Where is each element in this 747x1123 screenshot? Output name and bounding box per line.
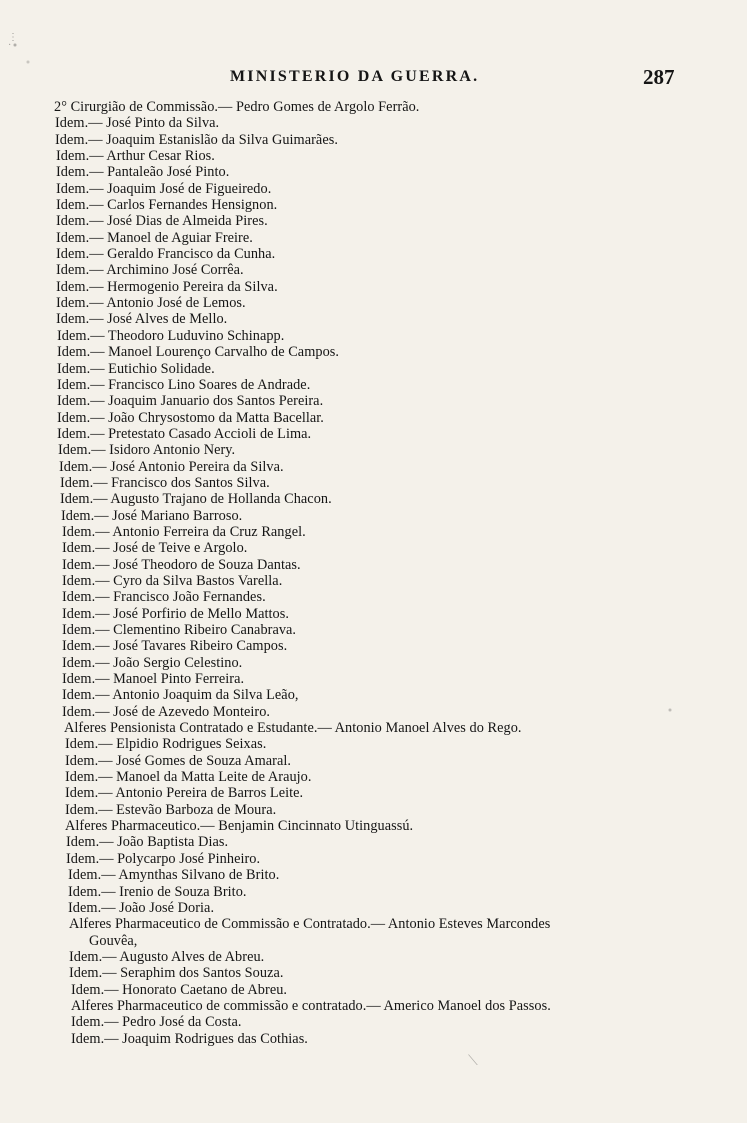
list-item: Idem.— José de Azevedo Monteiro. xyxy=(62,703,271,720)
list-item: Idem.— Augusto Trajano de Hollanda Chacon. xyxy=(60,491,332,508)
personnel-list xyxy=(54,99,709,1047)
list-item: Idem.— Joaquim José de Figueiredo. xyxy=(56,180,272,197)
list-item: Idem.— Pretestato Casado Accioli de Lima. xyxy=(57,425,312,442)
list-item: Alferes Pensionista Contratado e Estudante.— Antonio Manoel Alves do Rego. xyxy=(64,720,522,737)
page-header xyxy=(0,64,747,92)
list-item: Idem.— Clementino Ribeiro Canabrava. xyxy=(62,622,297,638)
list-item: Idem.— Francisco dos Santos Silva. xyxy=(60,474,270,491)
list-item: Idem.— Seraphim dos Santos Souza. xyxy=(69,965,284,982)
list-item: Idem.— João Chrysostomo da Matta Bacellar. xyxy=(57,409,324,426)
list-item: Idem.— Geraldo Francisco da Cunha. xyxy=(56,246,276,263)
list-item: Idem.— José Porfirio de Mello Mattos. xyxy=(62,605,289,622)
list-item: Idem.— José Alves de Mello. xyxy=(56,311,228,328)
list-item: Idem.— Eutichio Solidade. xyxy=(57,360,215,377)
margin-speck-mark: ⋮ · xyxy=(8,32,18,51)
list-item: Idem.— José Dias de Almeida Pires. xyxy=(56,213,268,230)
list-item: Idem.— José Pinto da Silva. xyxy=(55,115,220,132)
page-number: 287 xyxy=(643,65,675,89)
list-item: Alferes Pharmaceutico.— Benjamin Cincinnato Utinguassú. xyxy=(65,818,414,835)
list-item: Idem.— Isidoro Antonio Nery. xyxy=(58,442,236,459)
list-item: Idem.— Arthur Cesar Rios. xyxy=(56,148,215,165)
list-item: Idem.— Cyro da Silva Bastos Varella. xyxy=(62,572,283,589)
list-item: Idem.— José Gomes de Souza Amaral. xyxy=(65,752,292,769)
list-item: Idem.— Francisco Lino Soares de Andrade. xyxy=(57,376,311,393)
list-item: Idem.— Manoel Lourenço Carvalho de Campos. xyxy=(57,344,340,361)
list-item: Idem.— Pedro José da Costa. xyxy=(71,1014,242,1031)
running-title: MINISTERIO DA GUERRA. xyxy=(230,68,480,85)
list-item: Idem.— José Antonio Pereira da Silva. xyxy=(59,458,284,475)
list-item: Idem.— Irenio de Souza Brito. xyxy=(68,883,247,900)
list-item: Idem.— Elpidio Rodrigues Seixas. xyxy=(65,736,267,753)
list-item: Idem.— Manoel de Aguiar Freire. xyxy=(56,229,253,246)
list-item: Idem.— Joaquim Estanislão da Silva Guimarães. xyxy=(55,131,338,148)
list-item: Idem.— Archimino José Corrêa. xyxy=(56,262,244,279)
list-item: Idem.— Theodoro Luduvino Schinapp. xyxy=(57,327,285,344)
list-item: Idem.— Manoel da Matta Leite de Araujo. xyxy=(65,769,312,786)
list-item: Idem.— Antonio Joaquim da Silva Leão, xyxy=(62,687,299,704)
list-item: Idem.— Francisco João Fernandes. xyxy=(62,589,266,606)
list-item: Idem.— Honorato Caetano de Abreu. xyxy=(71,981,288,998)
list-item: Idem.— Antonio Pereira de Barros Leite. xyxy=(65,785,304,802)
list-item: Idem.— José Theodoro de Souza Dantas. xyxy=(62,556,301,573)
list-item: Idem.— João Sergio Celestino. xyxy=(62,654,243,671)
list-item: Idem.— Pantaleão José Pinto. xyxy=(56,164,230,181)
list-item: Idem.— Amynthas Silvano de Brito. xyxy=(68,867,280,884)
list-item: Idem.— José de Teive e Argolo. xyxy=(62,540,248,557)
list-item: Idem.— Joaquim Januario dos Santos Pereira. xyxy=(57,393,324,410)
list-item: Idem.— Antonio José de Lemos. xyxy=(56,295,246,312)
list-item: Idem.— Augusto Alves de Abreu. xyxy=(69,948,265,965)
list-item: Idem.— João Baptista Dias. xyxy=(66,834,229,851)
list-item: Idem.— Polycarpo José Pinheiro. xyxy=(66,850,261,867)
list-item: 2° Cirurgião de Commissão.— Pedro Gomes de Argolo Ferrão. xyxy=(54,99,420,115)
list-item: Idem.— Manoel Pinto Ferreira. xyxy=(62,671,245,688)
list-item: Idem.— Joaquim Rodrigues das Cothias. xyxy=(71,1030,308,1047)
list-item: Alferes Pharmaceutico de Commissão e Contratado.— Antonio Esteves Marcondes xyxy=(69,916,551,933)
list-item: Idem.— Estevão Barboza de Moura. xyxy=(65,801,277,818)
list-item: Idem.— José Tavares Ribeiro Campos. xyxy=(62,638,288,655)
list-item: Idem.— Carlos Fernandes Hensignon. xyxy=(56,197,278,214)
list-item: Idem.— Hermogenio Pereira da Silva. xyxy=(56,278,278,295)
page-speck-mark: ⟍ xyxy=(468,1054,478,1069)
list-item: Idem.— José Mariano Barroso. xyxy=(61,507,243,524)
list-item: Alferes Pharmaceutico de commissão e contratado.— Americo Manoel dos Passos. xyxy=(71,997,551,1014)
list-item-continuation: Gouvêa, xyxy=(89,932,138,949)
list-item: Idem.— Antonio Ferreira da Cruz Rangel. xyxy=(62,523,306,540)
list-item: Idem.— João José Doria. xyxy=(68,899,215,916)
